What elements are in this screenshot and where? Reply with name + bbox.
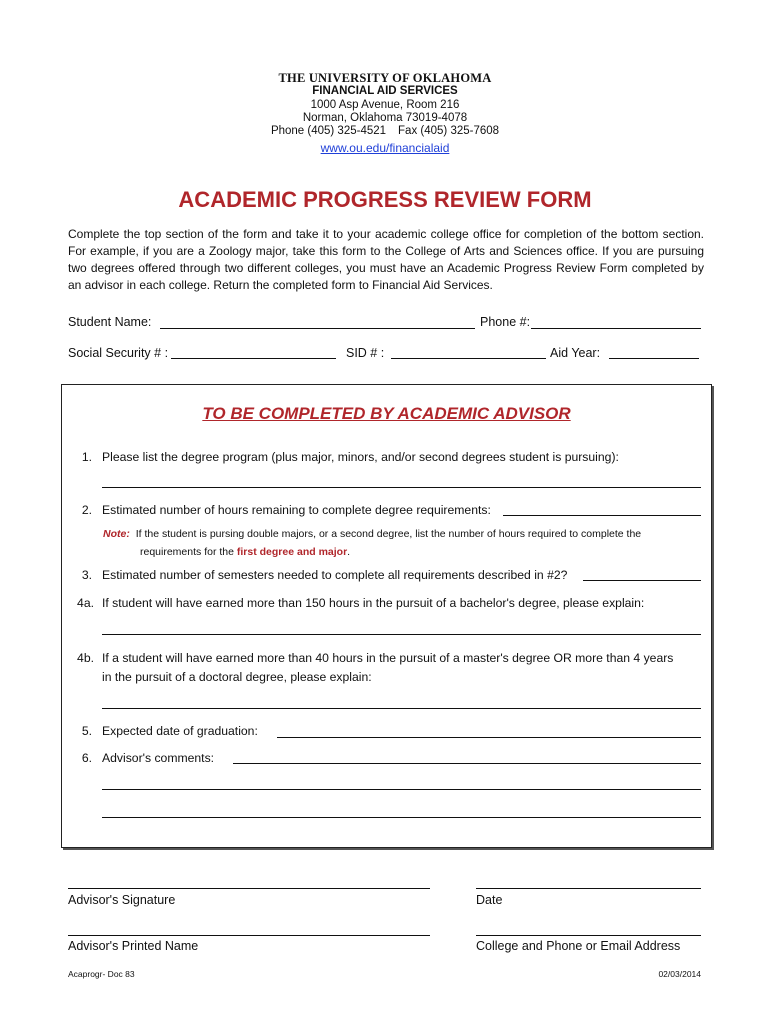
address-line-2: Norman, Oklahoma 73019-4078 bbox=[302, 112, 468, 124]
note-line-1 bbox=[103, 525, 693, 543]
question-2-number: 2. bbox=[81, 503, 92, 517]
question-6-answer-line-3[interactable] bbox=[102, 817, 701, 818]
college-contact-line[interactable] bbox=[476, 935, 701, 936]
college-contact-label: College and Phone or Email Address bbox=[476, 939, 681, 953]
sid-field[interactable] bbox=[391, 358, 546, 359]
question-6-number: 6. bbox=[81, 751, 92, 765]
question-1-number: 1. bbox=[81, 450, 92, 464]
advisor-signature-line[interactable] bbox=[68, 888, 430, 889]
question-4b-number: 4b. bbox=[77, 651, 94, 665]
date-line[interactable] bbox=[476, 888, 701, 889]
phone-label: Phone #: bbox=[480, 315, 531, 329]
question-4b-text-continued: in the pursuit of a doctoral degree, please explain: bbox=[102, 670, 372, 684]
question-2-text: Estimated number of hours remaining to complete degree requirements: bbox=[102, 503, 491, 517]
note-end: . bbox=[347, 546, 351, 558]
question-4a-number: 4a. bbox=[77, 596, 94, 610]
note-block bbox=[103, 525, 693, 561]
student-name-label: Student Name: bbox=[68, 315, 152, 329]
question-3-text: Estimated number of semesters needed to complete all requirements described in #2? bbox=[102, 568, 568, 582]
document-id: Acaprogr- Doc 83 bbox=[68, 969, 135, 979]
question-5-number: 5. bbox=[81, 724, 92, 738]
note-line-2 bbox=[103, 543, 693, 561]
question-3-number: 3. bbox=[81, 568, 92, 582]
ssn-label: Social Security # : bbox=[68, 346, 169, 360]
website-line bbox=[0, 139, 770, 157]
question-3-answer-line[interactable] bbox=[583, 580, 701, 581]
form-title: ACADEMIC PROGRESS REVIEW FORM bbox=[178, 187, 592, 212]
aid-year-label: Aid Year: bbox=[550, 346, 601, 360]
advisor-signature-label: Advisor's Signature bbox=[68, 893, 176, 907]
question-2-answer-line[interactable] bbox=[503, 515, 701, 516]
student-name-field[interactable] bbox=[160, 328, 475, 329]
question-6-answer-line-1[interactable] bbox=[233, 763, 701, 764]
advisor-printed-name-line[interactable] bbox=[68, 935, 430, 936]
question-5-answer-line[interactable] bbox=[277, 737, 701, 738]
question-1-text: Please list the degree program (plus major, minors, and/or second degrees student is pursuing): bbox=[102, 450, 619, 464]
contact-line bbox=[0, 125, 770, 137]
question-1-answer-line[interactable] bbox=[102, 487, 701, 488]
question-4a-text: If student will have earned more than 150 hours in the pursuit of a bachelor's degree, please explain: bbox=[102, 596, 645, 610]
question-6-text: Advisor's comments: bbox=[102, 751, 215, 765]
sid-label: SID # : bbox=[346, 346, 385, 360]
note-text-2: requirements for the bbox=[140, 546, 234, 558]
advisor-section-title: TO BE COMPLETED BY ACADEMIC ADVISOR bbox=[202, 404, 571, 423]
question-6-answer-line-2[interactable] bbox=[102, 789, 701, 790]
question-4a-answer-line[interactable] bbox=[102, 634, 701, 635]
note-text-1: If the student is pursing double majors, or a second degree, list the number of hours required to complete the bbox=[135, 528, 642, 540]
question-4b-text: If a student will have earned more than 40 hours in the pursuit of a master's degree OR more than 4 years bbox=[102, 651, 674, 665]
note-label: Note: bbox=[103, 528, 130, 540]
phone-number: Phone (405) 325-4521 bbox=[270, 125, 387, 137]
ssn-field[interactable] bbox=[171, 358, 336, 359]
date-label: Date bbox=[476, 893, 503, 907]
fax-number: Fax (405) 325-7608 bbox=[398, 125, 500, 137]
question-5-text: Expected date of graduation: bbox=[102, 724, 258, 738]
address-line-1: 1000 Asp Avenue, Room 216 bbox=[310, 99, 460, 111]
phone-field[interactable] bbox=[531, 328, 701, 329]
note-emphasis: first degree and major bbox=[236, 546, 348, 558]
university-name: THE UNIVERSITY OF OKLAHOMA bbox=[278, 71, 492, 85]
question-4b-answer-line[interactable] bbox=[102, 708, 701, 709]
document-date: 02/03/2014 bbox=[658, 969, 701, 979]
advisor-printed-name-label: Advisor's Printed Name bbox=[68, 939, 199, 953]
office-name: FINANCIAL AID SERVICES bbox=[312, 85, 458, 97]
website-link[interactable]: www.ou.edu/financialaid bbox=[320, 141, 450, 155]
instructions-paragraph: Complete the top section of the form and take it to your academic college office for completion of the bottom section. For example, if you are a Zoology major, take this form to the College of Arts and Sciences office. If you are pursuing two degrees offered through two different colleges, you must have an Academic Progress Review Form completed by an advisor in each college. Return the completed form to Financial Aid Services. bbox=[68, 227, 704, 292]
aid-year-field[interactable] bbox=[609, 358, 699, 359]
